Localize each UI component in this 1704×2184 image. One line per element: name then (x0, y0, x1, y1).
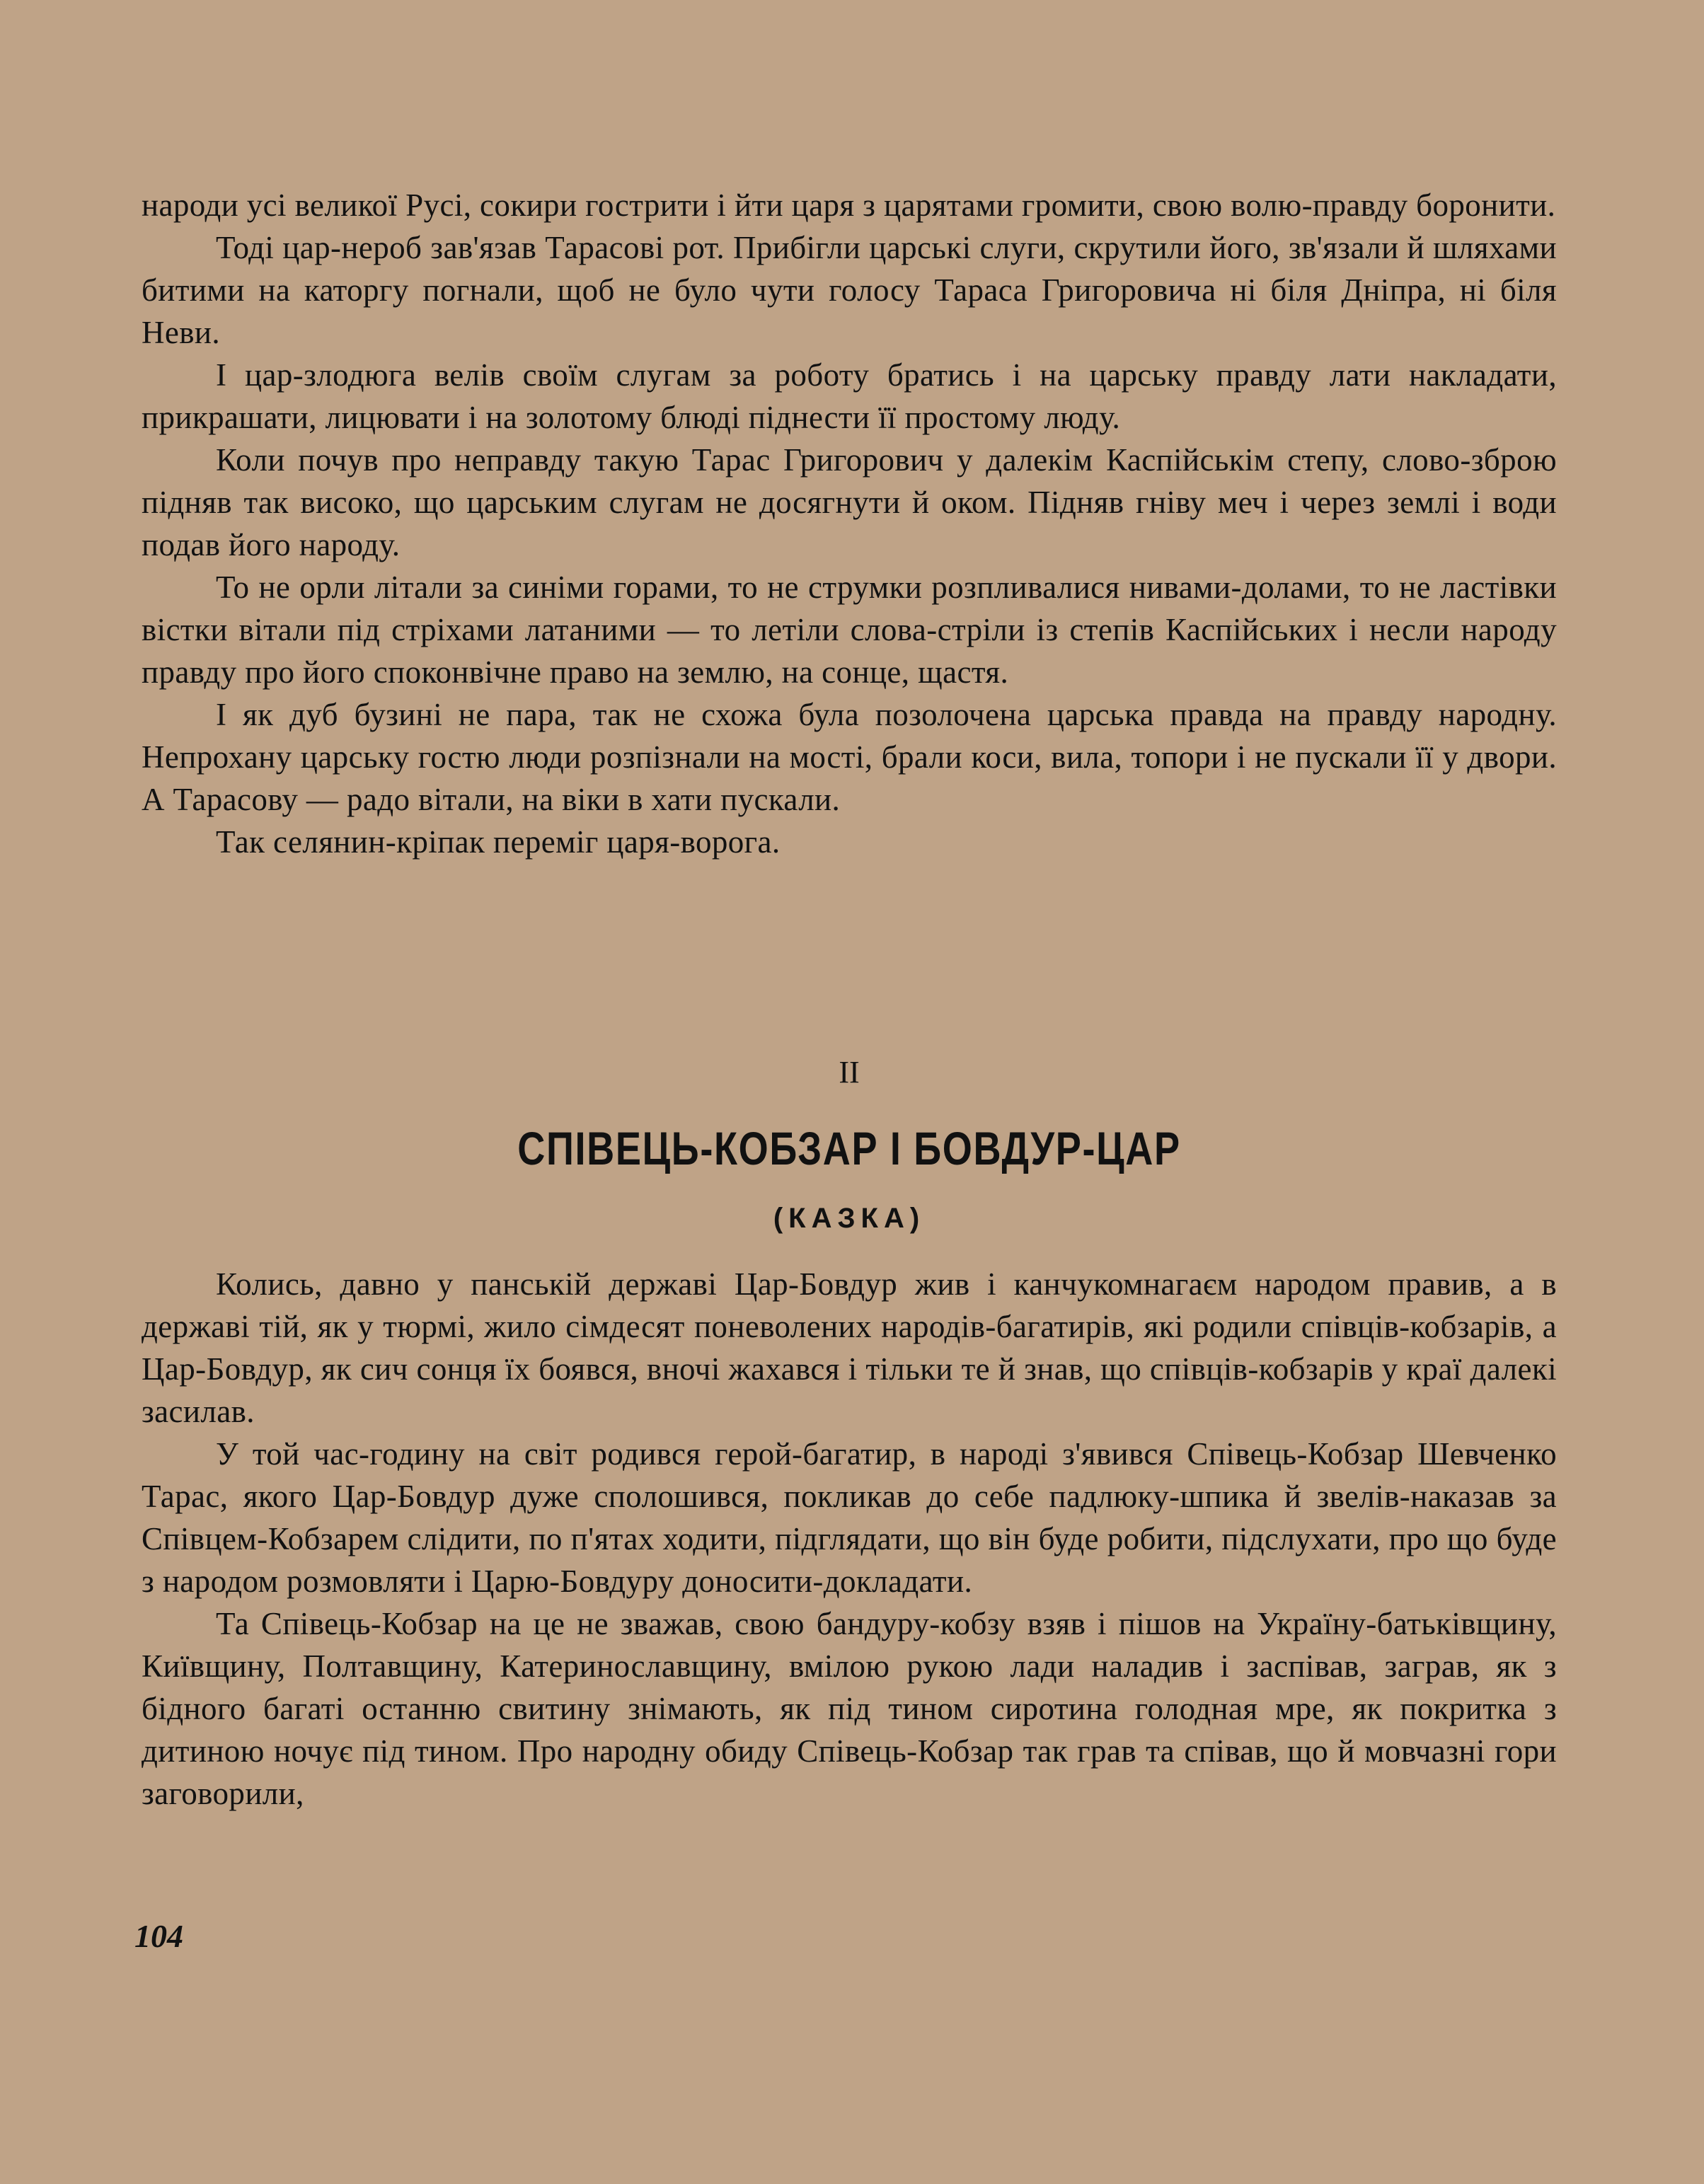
paragraph: І цар-злодюга велів своїм слугам за роботу братись і на царську правду лати накладати, прикрашати, лицювати і на золотому блюді піднести її простому люду. (142, 357, 1557, 435)
paragraph: народи усі великої Русі, сокири гострити і йти царя з царятами громити, свою волю-правду боронити. (142, 187, 1556, 223)
paragraph: Тоді цар-нероб зав'язав Тарасові рот. Прибігли царські слуги, скрутили його, зв'язали й шляхами битими на каторгу погнали, щоб не було чути голосу Тараса Григоровича ні біля Дніпра, ні біля Неви. (142, 230, 1557, 350)
section-two-text (142, 1263, 1557, 1815)
section-title: СПІВЕЦЬ-КОБЗАР І БОВДУР-ЦАР (517, 1122, 1181, 1174)
paragraph: Коли почув про неправду такую Тарас Григорович у далекім Каспійськім степу, слово-зброю підняв так високо, що царським слугам не досягнути й оком. Підняв гніву меч і через землі і води подав його народу. (142, 442, 1557, 562)
book-page (134, 177, 1557, 2016)
paragraph: Так селянин-кріпак переміг царя-ворога. (216, 824, 781, 860)
section-one-text (142, 184, 1557, 863)
paragraph: То не орли літали за синіми горами, то не струмки розпливалися нивами-долами, то не ластівки вістки вітали під стріхами латаними — то летіли слова-стріли із степів Каспійських і несли народу правду про його споконвічне право на землю, на сонце, щастя. (142, 570, 1557, 690)
section-number: II (839, 1055, 860, 1090)
page-number: 104 (134, 1918, 183, 1954)
paragraph: Колись, давно у панській державі Цар-Бовдур жив і канчукомнагаєм народом правив, а в державі тій, як у тюрмі, жило сімдесят поневолених народів-багатирів, які родили співців-кобзарів, а Цар-Бовдур, як сич сонця їх боявся, вночі жахався і тільки те й знав, що співців-кобзарів у краї далекі засилав. (142, 1266, 1557, 1429)
paragraph: І як дуб бузині не пара, так не схожа була позолочена царська правда на правду народну. Непрохану царську гостю люди розпізнали на мості, брали коси, вила, топори і не пускали її у двори. А Тарасову — радо вітали, на віки в хати пускали. (142, 697, 1557, 817)
paragraph: У той час-годину на світ родився герой-багатир, в народі з'явився Співець-Кобзар Шевченко Тарас, якого Цар-Бовдур дуже сполошився, покликав до себе падлюку-шпика й звелів-наказав за Співцем-Кобзарем слідити, по п'ятах ходити, підглядати, що він буде робити, підслухати, про що буде з народом розмовляти і Царю-Бовдуру доносити-докладати. (142, 1436, 1557, 1599)
section-subtitle: (КАЗКА) (773, 1203, 926, 1234)
paragraph: Та Співець-Кобзар на це не зважав, свою бандуру-кобзу взяв і пішов на Україну-батьківщину, Київщину, Полтавщину, Катеринославщину, вмілою рукою лади наладив і заспівав, заграв, як з бідного багаті останню свитину знімають, як під тином сиротина голодная мре, як покритка з дитиною ночує під тином. Про народну обиду Співець-Кобзар так грав та співав, що й мовчазні гори заговорили, (142, 1606, 1557, 1811)
